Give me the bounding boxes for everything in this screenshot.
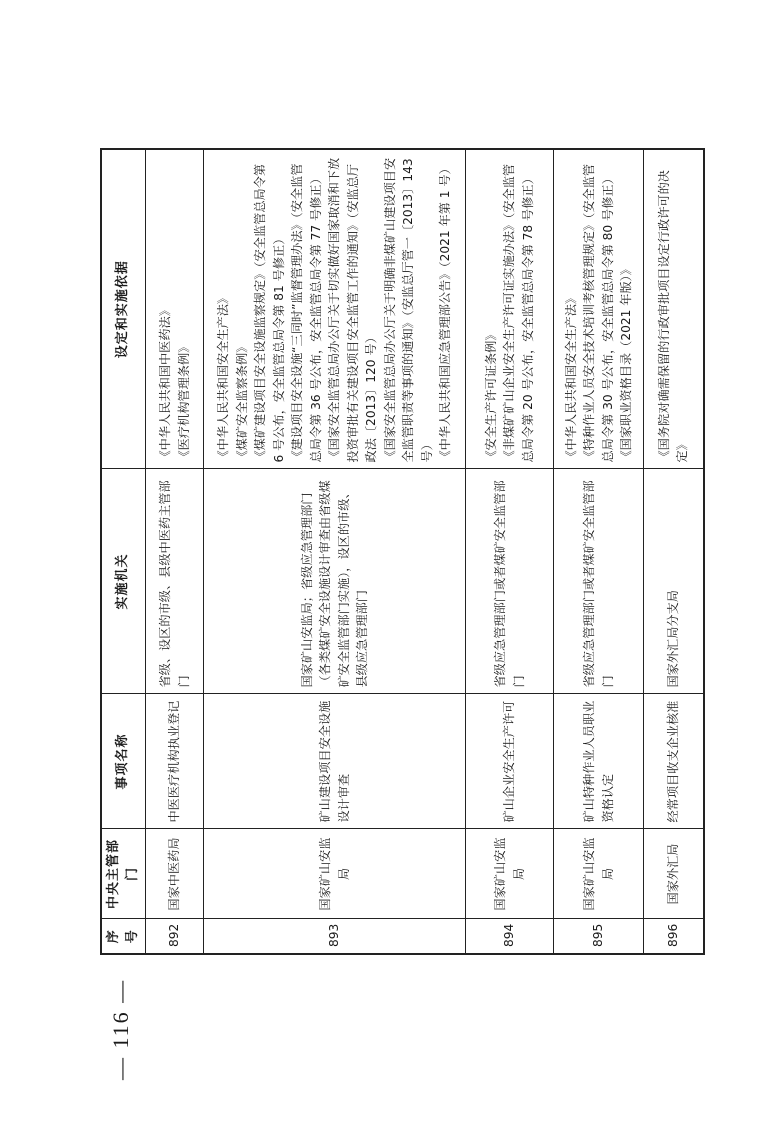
row-item: 矿山建设项目安全设施设计审查 <box>204 694 466 829</box>
header-agency: 实施机关 <box>101 469 146 694</box>
row-seq: 895 <box>554 919 644 954</box>
basis-line: 《中华人民共和国安全生产法》 <box>563 291 578 463</box>
basis-line: 《特种作业人员安全技术培训考核管理规定》（安全监管总局令第 30 号公布，安全监管总局令第 80 号修正） <box>582 163 615 463</box>
basis-line: 《国家安全监管总局办公厅关于明确非煤矿山建设项目安全监管职责等事项的通知》（安监总厅管一〔2013〕143 号） <box>382 157 434 463</box>
row-dept: 国家矿山安监局 <box>466 829 554 919</box>
row-seq: 893 <box>204 919 466 954</box>
row-agency: 省级应急管理部门或者煤矿安全监管部门 <box>466 469 554 694</box>
row-seq: 896 <box>644 919 704 954</box>
admin-licensing-table <box>100 148 705 955</box>
basis-line: 《煤矿安全监察条例》 <box>234 340 249 463</box>
basis-line: 《中华人民共和国中医药法》 <box>158 304 172 463</box>
basis-line: 《安全生产许可证条例》 <box>483 328 498 463</box>
row-agency: 国家矿山安监局；省级应急管理部门（各类煤矿安全设施设计审查由省级煤矿安全监管部门实施），设区的市级、县级应急管理部门 <box>204 469 466 694</box>
page-number-wrapper <box>108 979 134 1080</box>
table-row <box>146 149 204 954</box>
row-item: 经常项目收支企业核准 <box>644 694 704 829</box>
row-agency: 省级应急管理部门或者煤矿安全监管部门 <box>554 469 644 694</box>
table-row <box>554 149 644 954</box>
row-basis <box>146 149 204 469</box>
header-dept: 中央主管部门 <box>101 829 146 919</box>
row-basis <box>554 149 644 469</box>
row-basis <box>204 149 466 469</box>
row-dept: 国家外汇局 <box>644 829 704 919</box>
basis-line: 《中华人民共和国安全生产法》 <box>216 291 231 463</box>
row-item: 中医医疗机构执业登记 <box>146 694 204 829</box>
row-dept: 国家矿山安监局 <box>554 829 644 919</box>
table-header-row <box>101 149 146 954</box>
header-basis: 设定和实施依据 <box>101 149 146 469</box>
row-basis <box>466 149 554 469</box>
table-row <box>644 149 704 954</box>
row-agency: 国家外汇局分支局 <box>644 469 704 694</box>
basis-line: 《建设项目安全设施“三同时”监督管理办法》（安全监管总局令第 36 号公布，安全监管总局令第 77 号修正） <box>290 163 323 463</box>
row-item: 矿山企业安全生产许可 <box>466 694 554 829</box>
row-basis <box>644 149 704 469</box>
header-item: 事项名称 <box>101 694 146 829</box>
basis-line: 《国务院对确需保留的行政审批项目设定行政许可的决定》 <box>656 170 690 463</box>
header-seq: 序号 <box>101 919 146 954</box>
row-seq: 894 <box>466 919 554 954</box>
row-item: 矿山特种作业人员职业资格认定 <box>554 694 644 829</box>
basis-line: 《国家安全监管总局办公厅关于切实做好国家取消和下放投资审批有关建设项目安全监管工作的通知》（安监总厅政法〔2013〕120 号） <box>327 157 379 463</box>
row-agency: 省级、设区的市级、县级中医药主管部门 <box>146 469 204 694</box>
table-row <box>466 149 554 954</box>
table-row <box>204 149 466 954</box>
rotated-table-wrapper <box>100 150 697 955</box>
basis-line: 《中华人民共和国应急管理部公告》（2021 年第 1 号） <box>438 162 453 463</box>
basis-line: 《医疗机构管理条例》 <box>176 340 191 463</box>
row-dept: 国家中医药局 <box>146 829 204 919</box>
basis-line: 《非煤矿矿山企业安全生产许可证实施办法》（安全监管总局令第 20 号公布，安全监管总局令第 78 号修正） <box>502 163 535 463</box>
page-number: — 116 — <box>108 978 133 1080</box>
row-dept: 国家矿山安监局 <box>204 829 466 919</box>
basis-line: 《国家职业资格目录（2021 年版）》 <box>619 263 633 463</box>
basis-line: 《煤矿建设项目安全设施监察规定》（安全监管总局令第 6 号公布，安全监管总局令第 81 号修正） <box>253 163 286 463</box>
row-seq: 892 <box>146 919 204 954</box>
